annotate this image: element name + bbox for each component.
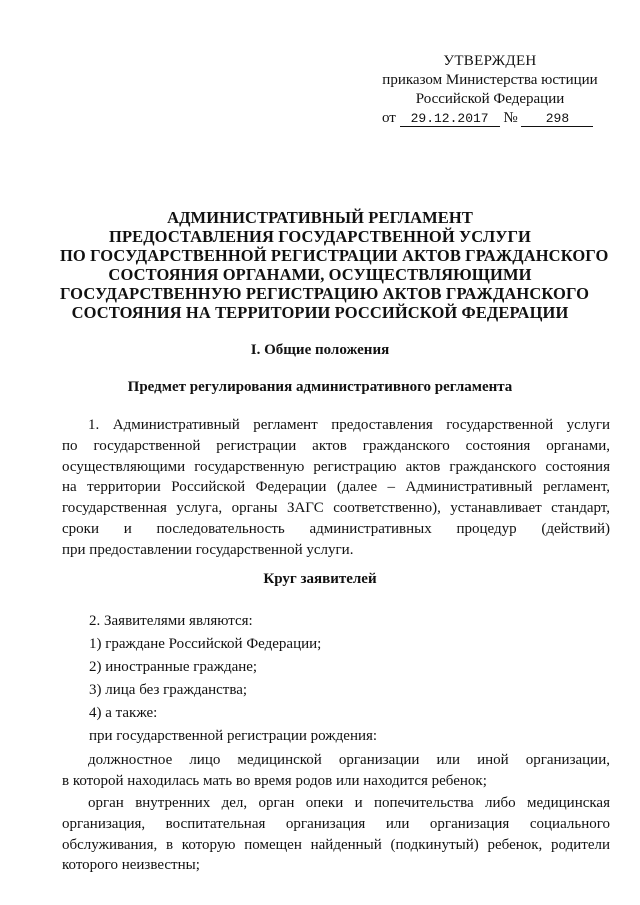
date-prefix: от [382, 110, 396, 126]
number-prefix: № [503, 110, 518, 126]
document-title [60, 208, 609, 322]
approval-heading: УТВЕРЖДЕН [443, 53, 537, 69]
approval-date-line [370, 109, 610, 128]
title-line: ГОСУДАРСТВЕННУЮ РЕГИСТРАЦИЮ АКТОВ ГРАЖДАНСКОГО [60, 284, 590, 303]
list-item: 3) лица без гражданства; [89, 682, 248, 698]
paragraph-line: организация, воспитательная организация или организация социального [62, 815, 610, 832]
paragraph-line: государственная услуга, органы ЗАГС соответственно), устанавливает стандарт, [62, 500, 610, 517]
approval-date: 29.12.2017 [400, 111, 500, 127]
paragraph-line: осуществляющими государственную регистрацию актов гражданского состояния [62, 458, 610, 475]
paragraph-line: орган внутренних дел, орган опеки и попечительства либо медицинская [88, 795, 610, 811]
list-item: 2) иностранные граждане; [89, 659, 258, 675]
applicants-heading: Круг заявителей [263, 571, 377, 587]
title-line: АДМИНИСТРАТИВНЫЙ РЕГЛАМЕНТ [167, 208, 473, 227]
paragraph-line: в которой находилась мать во время родов или находится ребенок; [62, 772, 487, 789]
approval-stamp [370, 52, 610, 128]
title-line: СОСТОЯНИЯ НА ТЕРРИТОРИИ РОССИЙСКОЙ ФЕДЕРАЦИИ [71, 303, 569, 322]
paragraph-line: при предоставлении государственной услуги. [62, 541, 354, 558]
paragraph-line: обслуживания, в которую помещен найденный (подкинутый) ребенок, родители [62, 836, 610, 853]
paragraph-line: по государственной регистрации актов гражданского состояния органами, [62, 437, 610, 454]
paragraph-official [62, 750, 610, 792]
paragraph-line: которого неизвестны; [62, 857, 200, 874]
paragraph-1 [62, 415, 610, 561]
title-line: ПРЕДОСТАВЛЕНИЯ ГОСУДАРСТВЕННОЙ УСЛУГИ [109, 227, 531, 246]
paragraph-line: должностное лицо медицинской организации или иной организации, [88, 752, 610, 768]
approval-number: 298 [521, 111, 593, 127]
list-item: 1) граждане Российской Федерации; [89, 636, 322, 652]
title-line: СОСТОЯНИЯ ОРГАНАМИ, ОСУЩЕСТВЛЯЮЩИМИ [108, 265, 532, 284]
section-heading: I. Общие положения [250, 342, 390, 358]
paragraph-line: сроки и последовательность административных процедур (действий) [62, 520, 610, 537]
approval-ministry: приказом Министерства юстиции [382, 72, 598, 88]
paragraph-organ [62, 793, 610, 876]
list-item: 4) а также: [89, 705, 158, 721]
title-line: ПО ГОСУДАРСТВЕННОЙ РЕГИСТРАЦИИ АКТОВ ГРАЖДАНСКОГО [60, 246, 609, 265]
list-item: 2. Заявителями являются: [89, 613, 253, 629]
paragraph-line: на территории Российской Федерации (далее – Административный регламент, [62, 479, 610, 496]
approval-country: Российской Федерации [415, 91, 565, 107]
paragraph-line: 1. Административный регламент предоставления государственной услуги [88, 417, 610, 433]
subject-heading: Предмет регулирования административного регламента [127, 379, 513, 395]
list-item: при государственной регистрации рождения: [89, 728, 378, 744]
